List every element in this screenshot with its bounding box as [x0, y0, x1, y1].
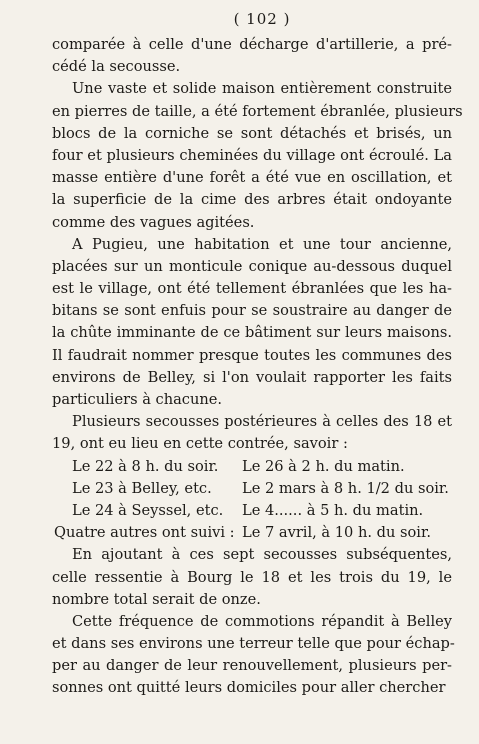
- text-line: bitans se sont enfuis pour se soustraire au danger de: [52, 302, 452, 320]
- text-line: environs de Belley, si l'on voulait rapporter les faits: [52, 368, 452, 386]
- text-line: masse entière d'une forêt a été vue en oscillation, et: [52, 169, 452, 187]
- text-line: 19, ont eu lieu en cette contrée, savoir :: [52, 435, 348, 453]
- table-row: [52, 456, 452, 478]
- paragraph: [52, 78, 463, 233]
- table-cell-left: Le 22 à 8 h. du soir.: [72, 457, 219, 475]
- paragraph: [52, 34, 452, 78]
- text-line: A Pugieu, une habitation et une tour ancienne,: [72, 235, 452, 253]
- table-row: [52, 500, 452, 522]
- text-line: nombre total serait de onze.: [52, 590, 261, 608]
- paragraph: [52, 234, 452, 412]
- text-before-table: [52, 34, 463, 456]
- text-line: Cette fréquence de commotions répandit à Belley: [72, 612, 452, 630]
- page-number: ( 102 ): [233, 10, 291, 28]
- table-cell-right: Le 4...... à 5 h. du matin.: [242, 501, 424, 519]
- text-line: la chûte imminante de ce bâtiment sur leurs maisons.: [52, 324, 452, 342]
- text-line: blocs de la corniche se sont détachés et brisés, un: [52, 124, 452, 142]
- text-line: celle ressentie à Bourg le 18 et les trois du 19, le: [52, 568, 452, 586]
- text-line: four et plusieurs cheminées du village ont écroulé. La: [52, 146, 452, 164]
- text-line: Une vaste et solide maison entièrement construite: [72, 80, 452, 98]
- table-cell-right: Le 2 mars à 8 h. 1/2 du soir.: [242, 479, 449, 497]
- page-body: [52, 10, 463, 700]
- text-line: Plusieurs secousses postérieures à celles des 18 et: [72, 413, 452, 431]
- text-line: sonnes ont quitté leurs domiciles pour aller chercher: [52, 679, 446, 697]
- text-line: et dans ses environs une terreur telle que pour échap-: [52, 635, 455, 653]
- text-line: la superficie de la cime des arbres était ondoyante: [52, 191, 452, 209]
- table-row: [52, 478, 452, 500]
- table-cell-left: Le 23 à Belley, etc.: [72, 479, 212, 497]
- text-line: per au danger de leur renouvellement, plusieurs per-: [52, 657, 452, 675]
- paragraph: [52, 544, 452, 611]
- table-row: [52, 522, 452, 544]
- table-cell-left: Le 24 à Seyssel, etc.: [72, 501, 224, 519]
- text-line: particuliers à chacune.: [52, 391, 223, 408]
- text-line: est le village, ont été tellement ébranlées que les ha-: [52, 280, 452, 298]
- text-line: cédé la secousse.: [52, 58, 181, 76]
- text-line: comme des vagues agitées.: [52, 213, 255, 231]
- text-line: en pierres de taille, a été fortement ébranlée, plusieurs: [52, 102, 463, 120]
- table-cell-right: Le 7 avril, à 10 h. du soir.: [242, 524, 431, 542]
- text-after-table: [52, 544, 455, 699]
- text-line: comparée à celle d'une décharge d'artillerie, a pré-: [52, 36, 452, 53]
- table-cell-left: Quatre autres ont suivi :: [54, 524, 235, 542]
- text-line: Il faudrait nommer presque toutes les communes des: [52, 346, 452, 364]
- paragraph: [52, 611, 455, 700]
- text-line: placées sur un monticule conique au-dessous duquel: [52, 257, 452, 275]
- paragraph: [52, 411, 452, 455]
- text-line: En ajoutant à ces sept secousses subséquentes,: [72, 546, 452, 564]
- table-cell-right: Le 26 à 2 h. du matin.: [242, 457, 405, 475]
- aftershock-table: [52, 456, 452, 545]
